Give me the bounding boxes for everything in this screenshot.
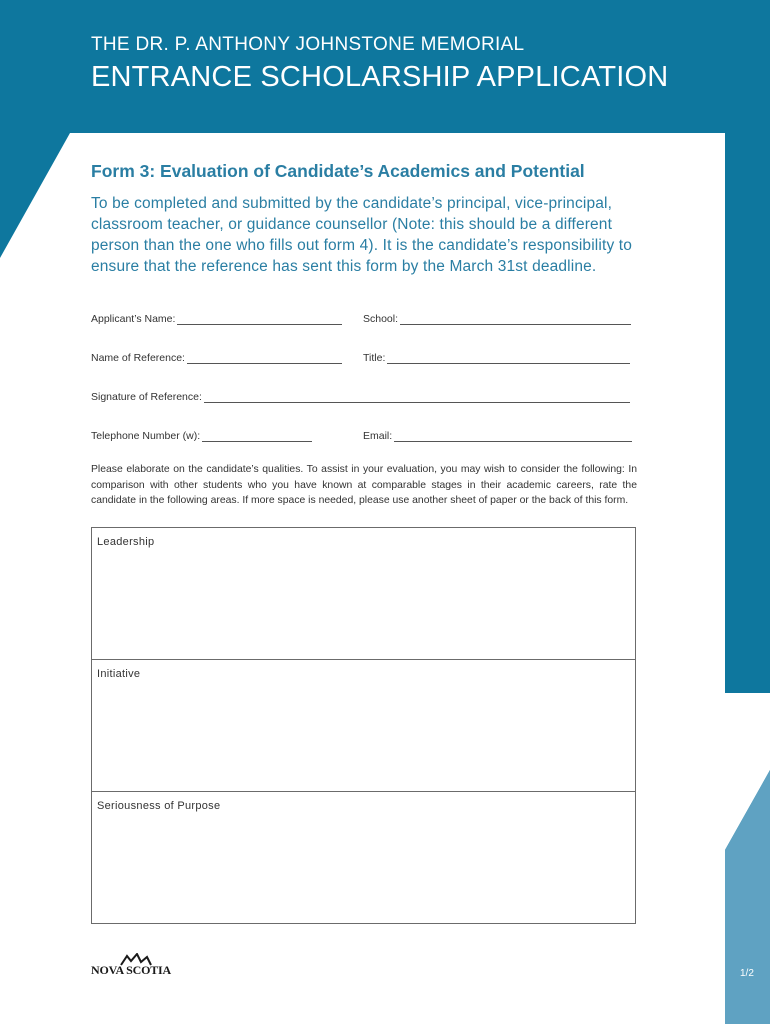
applicant-name-line[interactable] [177,314,342,325]
email-label: Email: [363,430,393,442]
instructions-text: Please elaborate on the candidate’s qualities. To assist in your evaluation, you may wish to consider the following: In comparison with other students who you have known at comparable stages in their academic careers, rate the candidate in the following areas. If more space is needed, please use another sheet of paper or the back of this form. [91,464,637,507]
title-line[interactable] [387,353,630,364]
seriousness-label: Seriousness of Purpose [97,800,221,812]
signature-field[interactable] [91,391,630,403]
title-field[interactable] [363,352,630,364]
school-label: School: [363,313,399,325]
telephone-label: Telephone Number (w): [91,430,201,442]
applicant-name-label: Applicant’s Name: [91,313,176,325]
reference-name-field[interactable] [91,352,342,364]
reference-name-line[interactable] [187,353,342,364]
form-title: Form 3: Evaluation of Candidate’s Academics and Potential [91,161,585,181]
bottom-right-accent [725,770,770,1024]
title-label: Title: [363,352,386,364]
page-number: 1/2 [740,968,754,979]
form-intro: To be completed and submitted by the candidate’s principal, vice-principal, classroom teacher, or guidance counsellor (Note: this should be a different person than the one who fills out form 4). It is the candidate’s responsibility to ensure that the reference has sent this form by the March 31st deadline. [91,195,633,275]
leadership-box[interactable] [91,527,636,660]
telephone-field[interactable] [91,430,312,442]
signature-label: Signature of Reference: [91,391,202,403]
telephone-line[interactable] [202,431,312,442]
email-line[interactable] [394,431,632,442]
applicant-name-field[interactable] [91,313,342,325]
leadership-label: Leadership [97,536,155,548]
school-line[interactable] [400,314,631,325]
signature-line[interactable] [204,392,630,403]
nova-scotia-logo [91,953,181,981]
initiative-label: Initiative [97,668,141,680]
school-field[interactable] [363,313,631,325]
header-subtitle: THE DR. P. ANTHONY JOHNSTONE MEMORIAL [91,34,525,55]
reference-name-label: Name of Reference: [91,352,185,364]
initiative-box[interactable] [91,659,636,792]
email-field[interactable] [363,430,632,442]
header-title: ENTRANCE SCHOLARSHIP APPLICATION [91,61,669,93]
seriousness-box[interactable] [91,791,636,924]
logo-text: NOVA SCOTIA [91,963,171,977]
